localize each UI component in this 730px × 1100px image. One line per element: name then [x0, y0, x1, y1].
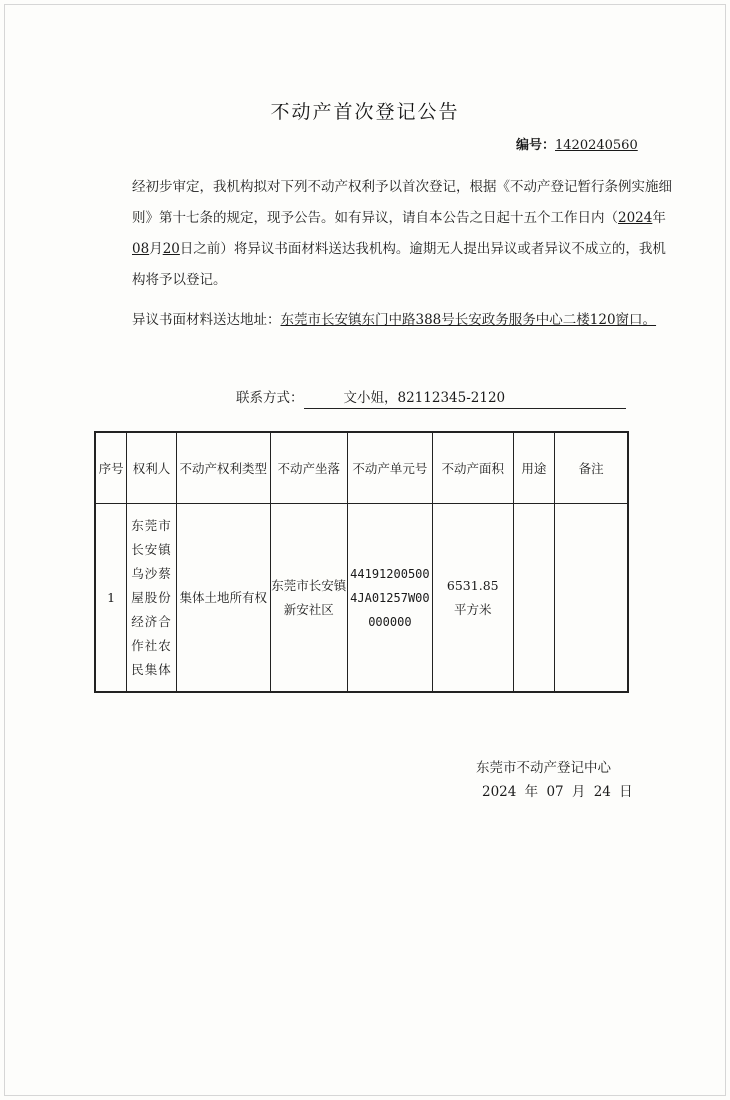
cell-location: 东莞市长安镇新安社区: [270, 504, 347, 693]
cell-area: 6531.85平方米: [432, 504, 513, 693]
cell-remark: [555, 504, 628, 693]
address-label: 异议书面材料送达地址：: [132, 312, 281, 328]
document-title: 不动产首次登记公告: [270, 101, 460, 123]
cell-right-type: 集体土地所有权: [176, 504, 270, 693]
document-number: [516, 134, 648, 153]
header-seq: 序号: [95, 432, 127, 504]
property-table: [94, 431, 629, 693]
header-unit-no: 不动产单元号: [347, 432, 432, 504]
intro-text-2: 日之前）将异议书面材料送达我机构。逾期无人提出异议或者异议不成立的，我机构将予以登记。: [132, 241, 666, 288]
header-owner: 权利人: [127, 432, 177, 504]
contact-line: [236, 386, 626, 409]
month-suffix: 月: [149, 241, 163, 257]
year-suffix: 年: [652, 210, 666, 226]
table-header-row: [95, 432, 628, 504]
contact-label: 联系方式：: [236, 390, 304, 406]
deadline-day: 20: [162, 241, 180, 257]
cell-unit-no: 441912005004JA01257W00000000: [347, 504, 432, 693]
address-value: 东莞市长安镇东门中路388号长安政务服务中心二楼120窗口。: [280, 312, 657, 328]
header-right-type: 不动产权利类型: [176, 432, 270, 504]
deadline-month: 08: [132, 241, 150, 257]
intro-text-1: 经初步审定，我机构拟对下列不动产权利予以首次登记，根据《不动产登记暂行条例实施细则》第十七条的规定，现予公告。如有异议，请自本公告之日起十五个工作日内（: [132, 179, 672, 226]
contact-value: 文小姐，82112345-2120: [304, 388, 626, 409]
address-paragraph: [92, 300, 672, 340]
cell-use: [513, 504, 555, 693]
header-location: 不动产坐落: [270, 432, 347, 504]
cell-seq: 1: [95, 504, 127, 693]
intro-paragraph: [92, 172, 672, 296]
header-use: 用途: [513, 432, 555, 504]
deadline-year: 2024: [618, 210, 653, 226]
header-remark: 备注: [555, 432, 628, 504]
number-value: 1420240560: [555, 138, 638, 153]
number-label: 编号：: [516, 138, 556, 153]
issue-date: 2024 年 07 月 24 日: [482, 784, 633, 800]
issuing-organization: 东莞市不动产登记中心: [476, 760, 611, 776]
header-area: 不动产面积: [432, 432, 513, 504]
table-row: [95, 504, 628, 693]
cell-owner: 东莞市长安镇乌沙蔡屋股份经济合作社农民集体: [127, 504, 177, 693]
